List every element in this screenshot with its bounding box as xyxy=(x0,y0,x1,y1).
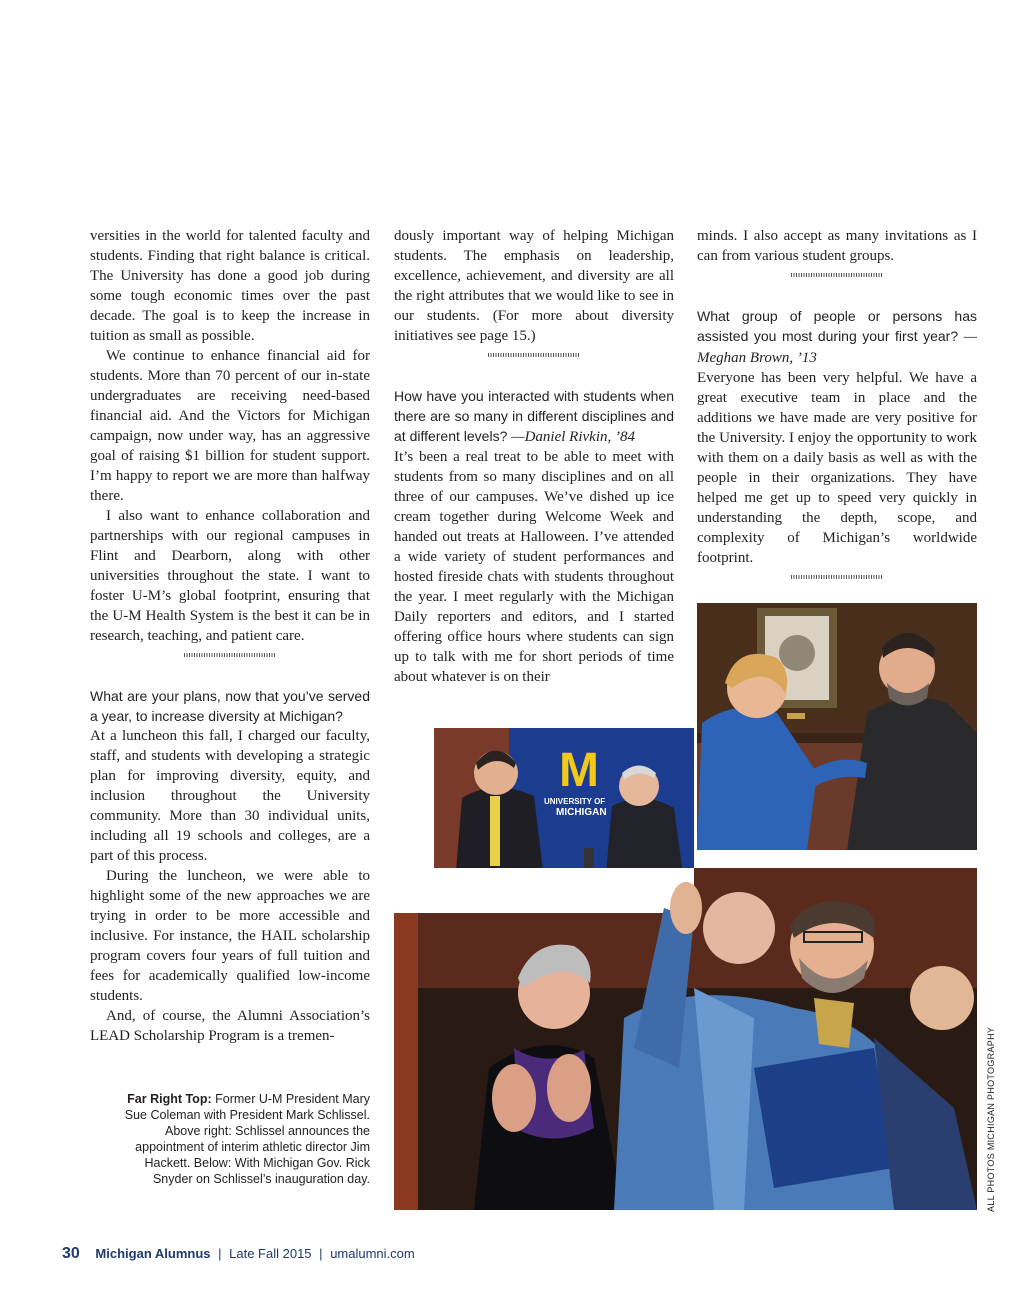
page-number: 30 xyxy=(62,1245,80,1262)
paragraph: And, of course, the Alumni Association’s LEAD Scholarship Program is a tremen- xyxy=(90,1008,370,1044)
page-footer xyxy=(62,1245,415,1263)
section-divider xyxy=(488,353,580,357)
paragraph: It’s been a real treat to be able to meet with students from so many disciplines and on all three of our campuses. We’ve dished up ice cream together during Welcome Week and handed out treats at Halloween. I’ve attended a wide variety of student performances and hosted fireside chats with students throughout the year. I meet regularly with the Michigan Daily reporters and editors, and I started offering office hours where students can sign up to talk with me for short periods of time about whatever is on their xyxy=(394,449,674,685)
footer-divider: | xyxy=(319,1246,323,1261)
caption-label: Far Right Top: xyxy=(127,1092,212,1106)
article-column-2 xyxy=(394,226,674,687)
photo-credit: ALL PHOTOS MICHIGAN PHOTOGRAPHY xyxy=(986,1026,996,1212)
paragraph: I also want to enhance collaboration and partnerships with our regional campuses in Flint and Dearborn, along with other universities throughout the state. I want to foster U-M’s global footprint, ensuring that the U-M Health System is the best it can be in research, teaching, and patient care. xyxy=(90,508,370,644)
photo-caption xyxy=(120,1091,370,1187)
banner-line-2: MICHIGAN xyxy=(556,807,607,818)
question-attribution: —Daniel Rivkin, ’84 xyxy=(511,429,635,445)
section-divider xyxy=(791,273,883,277)
banner-m-letter: M xyxy=(559,744,599,797)
issue-date: Late Fall 2015 xyxy=(229,1246,312,1261)
question-text: What group of people or persons has assisted you most during your first year? xyxy=(697,308,977,344)
article-column-1 xyxy=(90,226,370,1046)
article-column-3 xyxy=(697,226,977,588)
paragraph: During the luncheon, we were able to highlight some of the new approaches we are trying in order to be more accessible and inclusive. For instance, the HAIL scholarship program covers four years of full tuition and fees for academically qualified low-income students. xyxy=(90,868,370,1004)
photo-coleman-schlissel xyxy=(697,603,977,850)
paragraph: versities in the world for talented faculty and students. Finding that right balance is critical. The University has done a good job during some tough economic times over the past decade. The goal is to keep the increase in tuition as small as possible. xyxy=(90,228,370,344)
paragraph: Everyone has been very helpful. We have a great executive team in place and the additions we have made are very positive for the University. I enjoy the opportunity to work with them on a daily basis as well as with the people in their organizations. They have helped me get up to speed very quickly in understanding the depth, scope, and complexity of Michigan’s worldwide footprint. xyxy=(697,370,977,566)
section-divider xyxy=(184,653,276,657)
photo-inauguration xyxy=(394,868,977,1210)
photo-inauguration-art xyxy=(394,868,977,1210)
question-heading xyxy=(697,306,977,368)
paragraph: At a luncheon this fall, I charged our faculty, staff, and students with developing a strategic plan for improving diversity, equity, and inclusion throughout the University community. More than 30 individual units, including all 19 schools and colleges, are a part of this process. xyxy=(90,728,370,864)
photo-coleman-schlissel-art xyxy=(697,603,977,850)
paragraph: dously important way of helping Michigan students. The emphasis on leadership, excellence, achievement, and diversity are all the right attributes that we would like to see in our students. (For more about diversity initiatives see page 15.) xyxy=(394,228,674,344)
banner-line-1: UNIVERSITY OF xyxy=(544,797,606,806)
question-heading xyxy=(394,386,674,447)
question-text: How have you interacted with students when there are so many in different disciplines and at different levels? xyxy=(394,388,674,444)
section-divider xyxy=(791,575,883,579)
paragraph: We continue to enhance financial aid for students. More than 70 percent of our in-state undergraduates are receiving need-based financial aid. And the Victors for Michigan campaign, now under way, has an aggressive goal of raising $1 billion for student support. I’m happy to report we are more than halfway there. xyxy=(90,348,370,504)
paragraph: minds. I also accept as many invitations as I can from various student groups. xyxy=(697,228,977,264)
footer-divider: | xyxy=(218,1246,222,1261)
caption-text: Former U-M President Mary Sue Coleman with President Mark Schlissel. Above right: Schlissel announces the appointment of interim athletic director Jim Hackett. Below: With Michigan Gov. Rick Snyder on Schlissel’s inauguration day. xyxy=(124,1092,370,1186)
website-link[interactable]: umalumni.com xyxy=(330,1246,415,1261)
magazine-name: Michigan Alumnus xyxy=(95,1246,211,1261)
question-heading: What are your plans, now that you’ve served a year, to increase diversity at Michigan? xyxy=(90,688,370,724)
question-attribution: — Meghan Brown, ’13 xyxy=(697,329,977,366)
